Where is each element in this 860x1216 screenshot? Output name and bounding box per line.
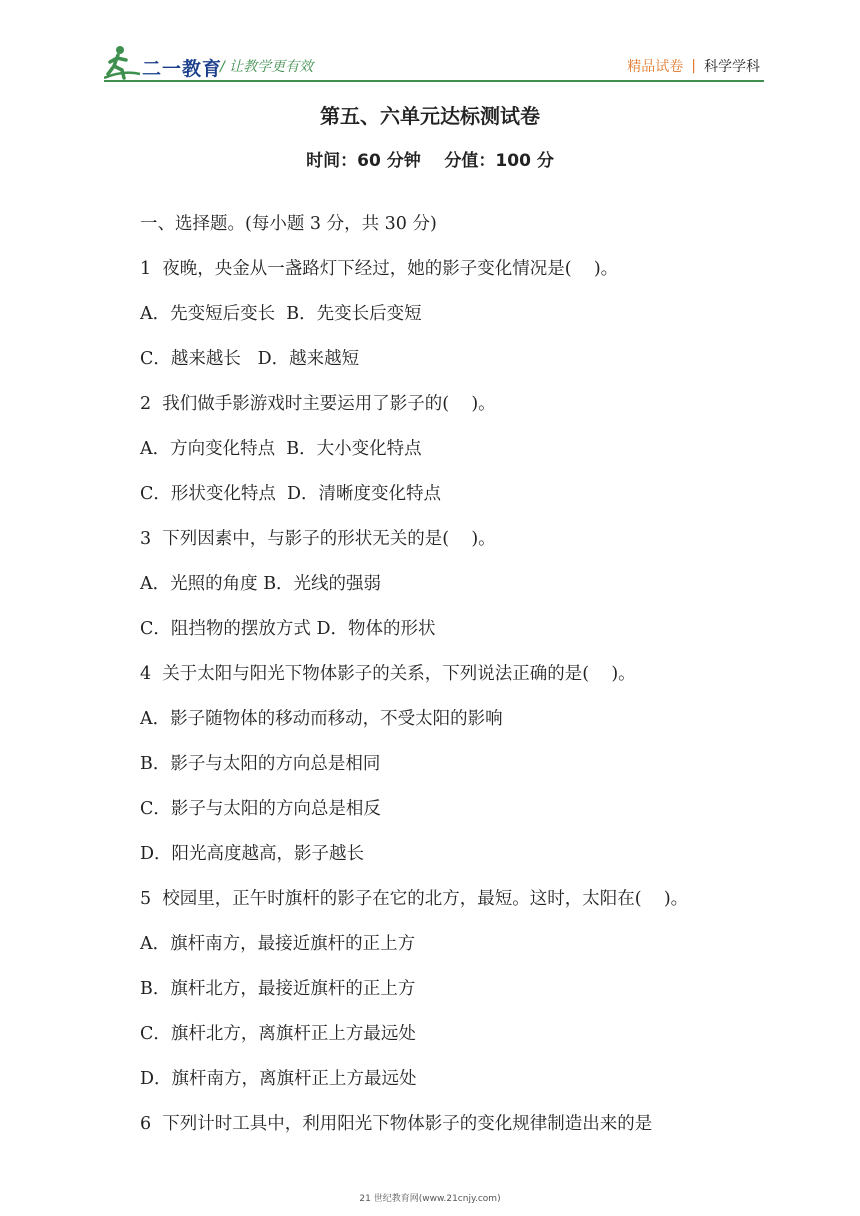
option-line: D．旗杆南方，离旗杆正上方最远处 [140,1069,417,1089]
option-line: C．旗杆北方，离旗杆正上方最远处 [140,1024,416,1044]
option-line: B．旗杆北方，最接近旗杆的正上方 [140,979,416,999]
option-line: A．先变短后变长 B．先变长后变短 [140,304,422,324]
option-line: B．影子与太阳的方向总是相同 [140,754,381,774]
option-line: A．旗杆南方，最接近旗杆的正上方 [140,934,416,954]
option-line: C．影子与太阳的方向总是相反 [140,799,381,819]
header-right [627,56,760,76]
page-footer: 21 世纪教育网(www.21cnjy.com) [359,1194,501,1204]
section-heading: 一、选择题。(每小题 3 分，共 30 分) [140,214,437,234]
page-title: 第五、六单元达标测试卷 [320,104,540,128]
option-line: C．阻挡物的摆放方式 D．物体的形状 [140,619,436,639]
option-line: C．形状变化特点 D．清晰度变化特点 [140,484,442,504]
exam-meta: 时间：60 分钟 分值：100 分 [306,151,554,171]
option-line: A．方向变化特点 B．大小变化特点 [140,439,422,459]
question-body [140,209,780,1154]
option-line: A．光照的角度 B．光线的强弱 [140,574,382,594]
option-line: C．越来越长 D．越来越短 [140,349,360,369]
logo-text: 二一教育 [142,58,223,80]
question-line: 3 下列因素中，与影子的形状无关的是( )。 [140,529,496,549]
header-divider [104,80,764,82]
header-separator: | [691,58,696,74]
header-tag-quality: 精品试卷 [627,59,684,75]
question-line: 2 我们做手影游戏时主要运用了影子的( )。 [140,394,496,414]
question-line: 6 下列计时工具中，利用阳光下物体影子的变化规律制造出来的是 [140,1114,653,1134]
header-tag-subject: 科学学科 [704,59,760,75]
question-line: 5 校园里，正午时旗杆的影子在它的北方，最短。这时，太阳在( )。 [140,889,689,909]
question-line: 4 关于太阳与阳光下物体影子的关系，下列说法正确的是( )。 [140,664,636,684]
page-header [0,0,860,86]
question-line: 1 夜晚，央金从一盏路灯下经过，她的影子变化情况是( )。 [140,259,619,279]
option-line: D．阳光高度越高，影子越长 [140,844,365,864]
logo-slogan: / 让教学更有效 [220,59,314,75]
option-line: A．影子随物体的移动而移动，不受太阳的影响 [140,709,503,729]
